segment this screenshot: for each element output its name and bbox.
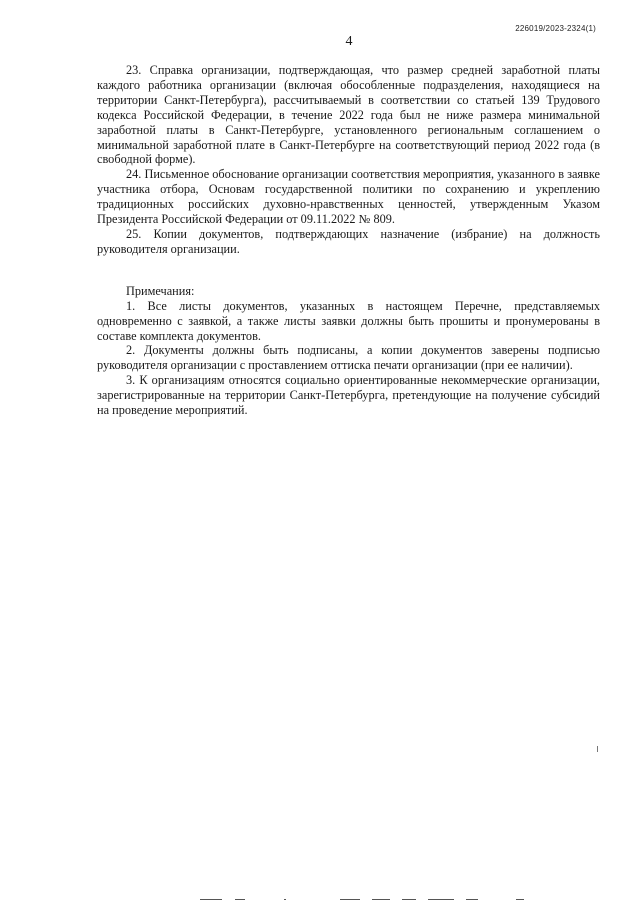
note-item-3: 3. К организациям относятся социально ориентированные некоммерческие организации, зарегистрированные на территории Санкт-Петербурга, претендующие на получение субсидий на проведение мероприятий. xyxy=(97,373,600,418)
list-item-24: 24. Письменное обоснование организации соответствия мероприятия, указанного в заявке участника отбора, Основам государственной политики по сохранению и укреплению традиционных российских духовно-нравственных ценностей, утвержденным Указом Президента Российской Федерации от 09.11.2022 № 809. xyxy=(97,167,600,227)
scan-bottom-edge-artifacts xyxy=(0,895,640,903)
list-item-23: 23. Справка организации, подтверждающая, что размер средней заработной платы каждого работника организации (включая обособленные подразделения, находящиеся на территории Санкт-Петербурга), рассчитываемый в соответствии со статьей 139 Трудового кодекса Российской Федерации, в течение 2022 года был не ниже размера минимальной заработной платы в Санкт-Петербурге, установленного региональным соглашением о минимальной заработной плате в Санкт-Петербурге на соответствующий период 2022 года (в свободной форме). xyxy=(97,63,600,167)
note-item-1: 1. Все листы документов, указанных в настоящем Перечне, представляемых одновременно с заявкой, а также листы заявки должны быть прошиты и пронумерованы в составе комплекта документов. xyxy=(97,298,600,343)
notes-title: Примечания: xyxy=(126,283,195,298)
note-item-2: 2. Документы должны быть подписаны, а копии документов заверены подписью руководителя организации с проставлением оттиска печати организации (при ее наличии). xyxy=(97,343,600,373)
scan-mark xyxy=(597,746,598,752)
document-registration-number: 226019/2023-2324(1) xyxy=(515,24,596,33)
document-body xyxy=(97,63,600,418)
page-number: 4 xyxy=(345,34,353,49)
list-item-25: 25. Копии документов, подтверждающих назначение (избрание) на должность руководителя организации. xyxy=(97,226,600,256)
